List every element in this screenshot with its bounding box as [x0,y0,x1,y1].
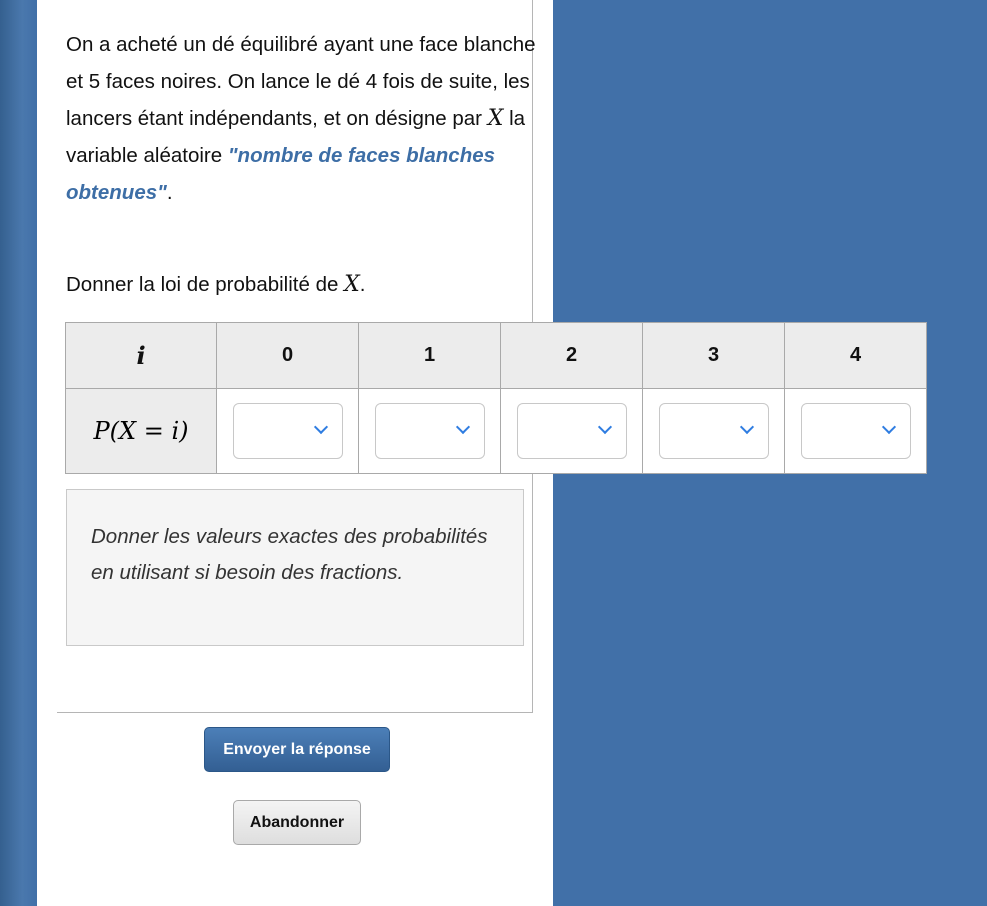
probability-table [65,322,927,474]
chevron-down-icon [455,420,469,434]
select-cell-4 [785,389,927,474]
probability-select-4[interactable] [801,403,911,459]
left-edge-strip [0,0,37,906]
instruction-end: . [359,273,366,296]
select-cell-1 [359,389,501,474]
chevron-down-icon [881,420,895,434]
select-cell-3 [643,389,785,474]
header-cell-4: 4 [785,323,927,389]
random-variable-description: "nombre de faces blanches obtenues" [66,144,496,204]
hint-box: Donner les valeurs exactes des probabilités en utilisant si besoin des fractions. [66,489,524,646]
abandon-button[interactable]: Abandonner [233,800,361,845]
question-part3: . [166,181,173,204]
header-label-cell [66,323,217,389]
row-label-p-x-i: P(X = i) [93,417,189,445]
probability-select-1[interactable] [375,403,485,459]
probability-select-2[interactable] [517,403,627,459]
instruction-variable-x: X [344,272,360,297]
chevron-down-icon [739,420,753,434]
instruction-label: Donner la loi de probabilité de [66,273,345,296]
submit-answer-button[interactable]: Envoyer la réponse [204,727,390,772]
select-cell-0 [217,389,359,474]
header-cell-1: 1 [359,323,501,389]
probability-select-0[interactable] [233,403,343,459]
variable-x: X [487,106,504,131]
instruction-text [66,266,365,303]
chevron-down-icon [597,420,611,434]
header-cell-0: 0 [217,323,359,389]
question-text [66,26,536,211]
table-header-row [66,323,927,389]
row-label-cell [66,389,217,474]
header-cell-2: 2 [501,323,643,389]
header-cell-3: 3 [643,323,785,389]
select-cell-2 [501,389,643,474]
question-part2: la variable aléatoire [66,107,526,167]
header-i: i [136,341,146,370]
question-part1: On a acheté un dé équilibré ayant une face blanche et 5 faces noires. On lance le dé 4 fois de suite, les lancers étant indépendants, et on désigne par [66,33,536,130]
table-probability-row [66,389,927,474]
probability-select-3[interactable] [659,403,769,459]
chevron-down-icon [313,420,327,434]
